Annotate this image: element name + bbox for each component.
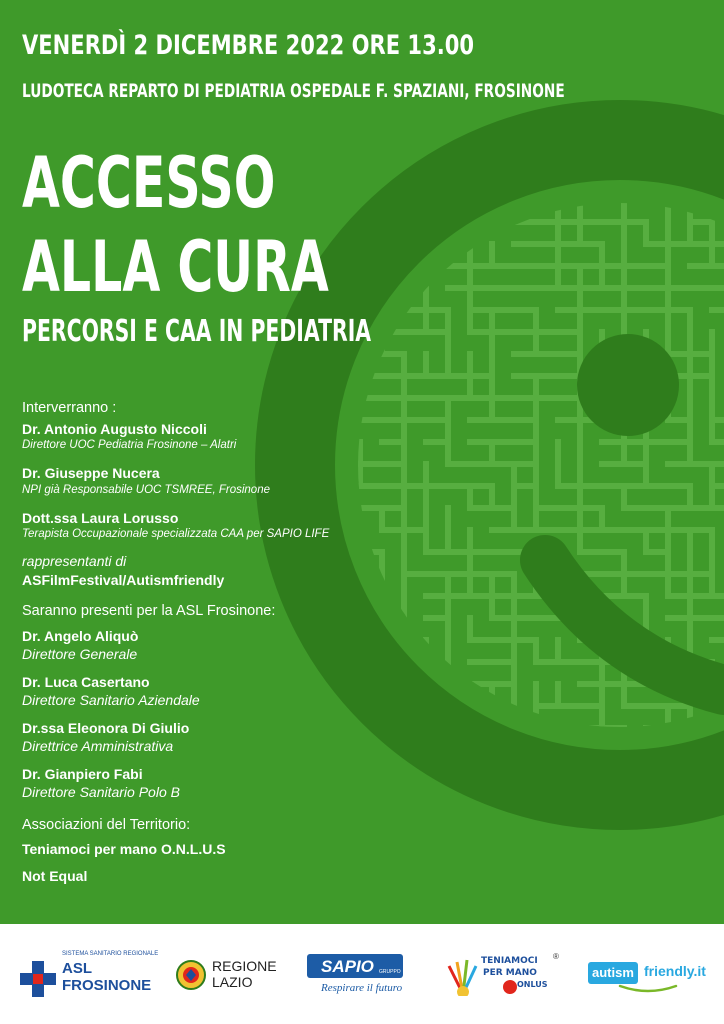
red-ball-icon bbox=[503, 980, 517, 994]
sponsor-footer bbox=[0, 924, 724, 1024]
speaker-name: Dr. Giuseppe Nucera bbox=[22, 465, 160, 481]
association-name: Teniamoci per mano O.N.L.U.S bbox=[22, 841, 226, 857]
teniamoci-hand-icon bbox=[443, 956, 483, 996]
asl-person-name: Dr. Gianpiero Fabi bbox=[22, 766, 143, 782]
association-name: Not Equal bbox=[22, 868, 88, 884]
speakers-intro: Interverranno : bbox=[22, 400, 117, 416]
associations-intro: Associazioni del Territorio: bbox=[22, 817, 191, 833]
speaker-role: Direttore UOC Pediatria Frosinone – Alatri bbox=[22, 439, 237, 451]
autism-part2: friendly.it bbox=[644, 963, 706, 979]
asl-person-name: Dr. Luca Casertano bbox=[22, 674, 150, 690]
speaker-role: NPI già Responsabile UOC TSMREE, Frosinone bbox=[22, 484, 270, 496]
regione-line1: REGIONE bbox=[212, 958, 277, 974]
smiley-mouth bbox=[545, 560, 724, 690]
asl-line2: FROSINONE bbox=[62, 977, 152, 994]
teniamoci-line2: PER MANO bbox=[483, 968, 537, 978]
regione-lazio-logo bbox=[176, 958, 286, 994]
sapio-logo bbox=[307, 954, 422, 1004]
asl-top-text: SISTEMA SANITARIO REGIONALE bbox=[62, 951, 159, 957]
event-title-line2: ALLA CURA bbox=[22, 226, 329, 308]
asl-person-role: Direttore Sanitario Aziendale bbox=[22, 692, 200, 708]
event-subtitle: PERCORSI E CAA IN PEDIATRIA bbox=[22, 314, 372, 349]
autismfriendly-logo bbox=[588, 962, 708, 994]
asl-person-name: Dr.ssa Eleonora Di Giulio bbox=[22, 720, 190, 736]
autism-part1: autism bbox=[588, 962, 638, 984]
sapio-tagline: Respirare il futuro bbox=[321, 982, 403, 994]
asl-line1: ASL bbox=[62, 960, 92, 977]
smiley-eye bbox=[577, 334, 679, 436]
smile-swoosh-icon bbox=[618, 984, 678, 994]
sapio-name: SAPIO bbox=[321, 957, 374, 976]
representing-label: rappresentanti di bbox=[22, 553, 127, 569]
asl-person-role: Direttrice Amministrativa bbox=[22, 738, 174, 754]
regione-emblem-icon bbox=[176, 960, 206, 990]
asl-frosinone-logo bbox=[20, 951, 160, 1011]
asl-person-role: Direttore Generale bbox=[22, 646, 138, 662]
regione-line2: LAZIO bbox=[212, 974, 253, 990]
asl-person-role: Direttore Sanitario Polo B bbox=[22, 784, 180, 800]
teniamoci-line1: TENIAMOCI bbox=[481, 956, 538, 966]
asl-person-name: Dr. Angelo Aliquò bbox=[22, 628, 139, 644]
representing-org: ASFilmFestival/Autismfriendly bbox=[22, 572, 225, 588]
teniamoci-logo bbox=[443, 954, 563, 1004]
speaker-name: Dott.ssa Laura Lorusso bbox=[22, 510, 179, 526]
event-venue: LUDOTECA REPARTO DI PEDIATRIA OSPEDALE F. SPAZIANI, FROSINONE bbox=[22, 80, 565, 102]
asl-cross-icon bbox=[20, 961, 56, 997]
speaker-name: Dr. Antonio Augusto Niccoli bbox=[22, 421, 207, 437]
registered-mark: ® bbox=[553, 952, 559, 961]
speaker-role: Terapista Occupazionale specializzata CAA per SAPIO LIFE bbox=[22, 528, 330, 540]
sapio-small: GRUPPO bbox=[379, 969, 401, 975]
teniamoci-line3: ONLUS bbox=[517, 980, 548, 989]
event-title-line1: ACCESSO bbox=[22, 142, 276, 224]
asl-intro: Saranno presenti per la ASL Frosinone: bbox=[22, 603, 276, 619]
event-date: VENERDÌ 2 DICEMBRE 2022 ORE 13.00 bbox=[22, 30, 475, 61]
